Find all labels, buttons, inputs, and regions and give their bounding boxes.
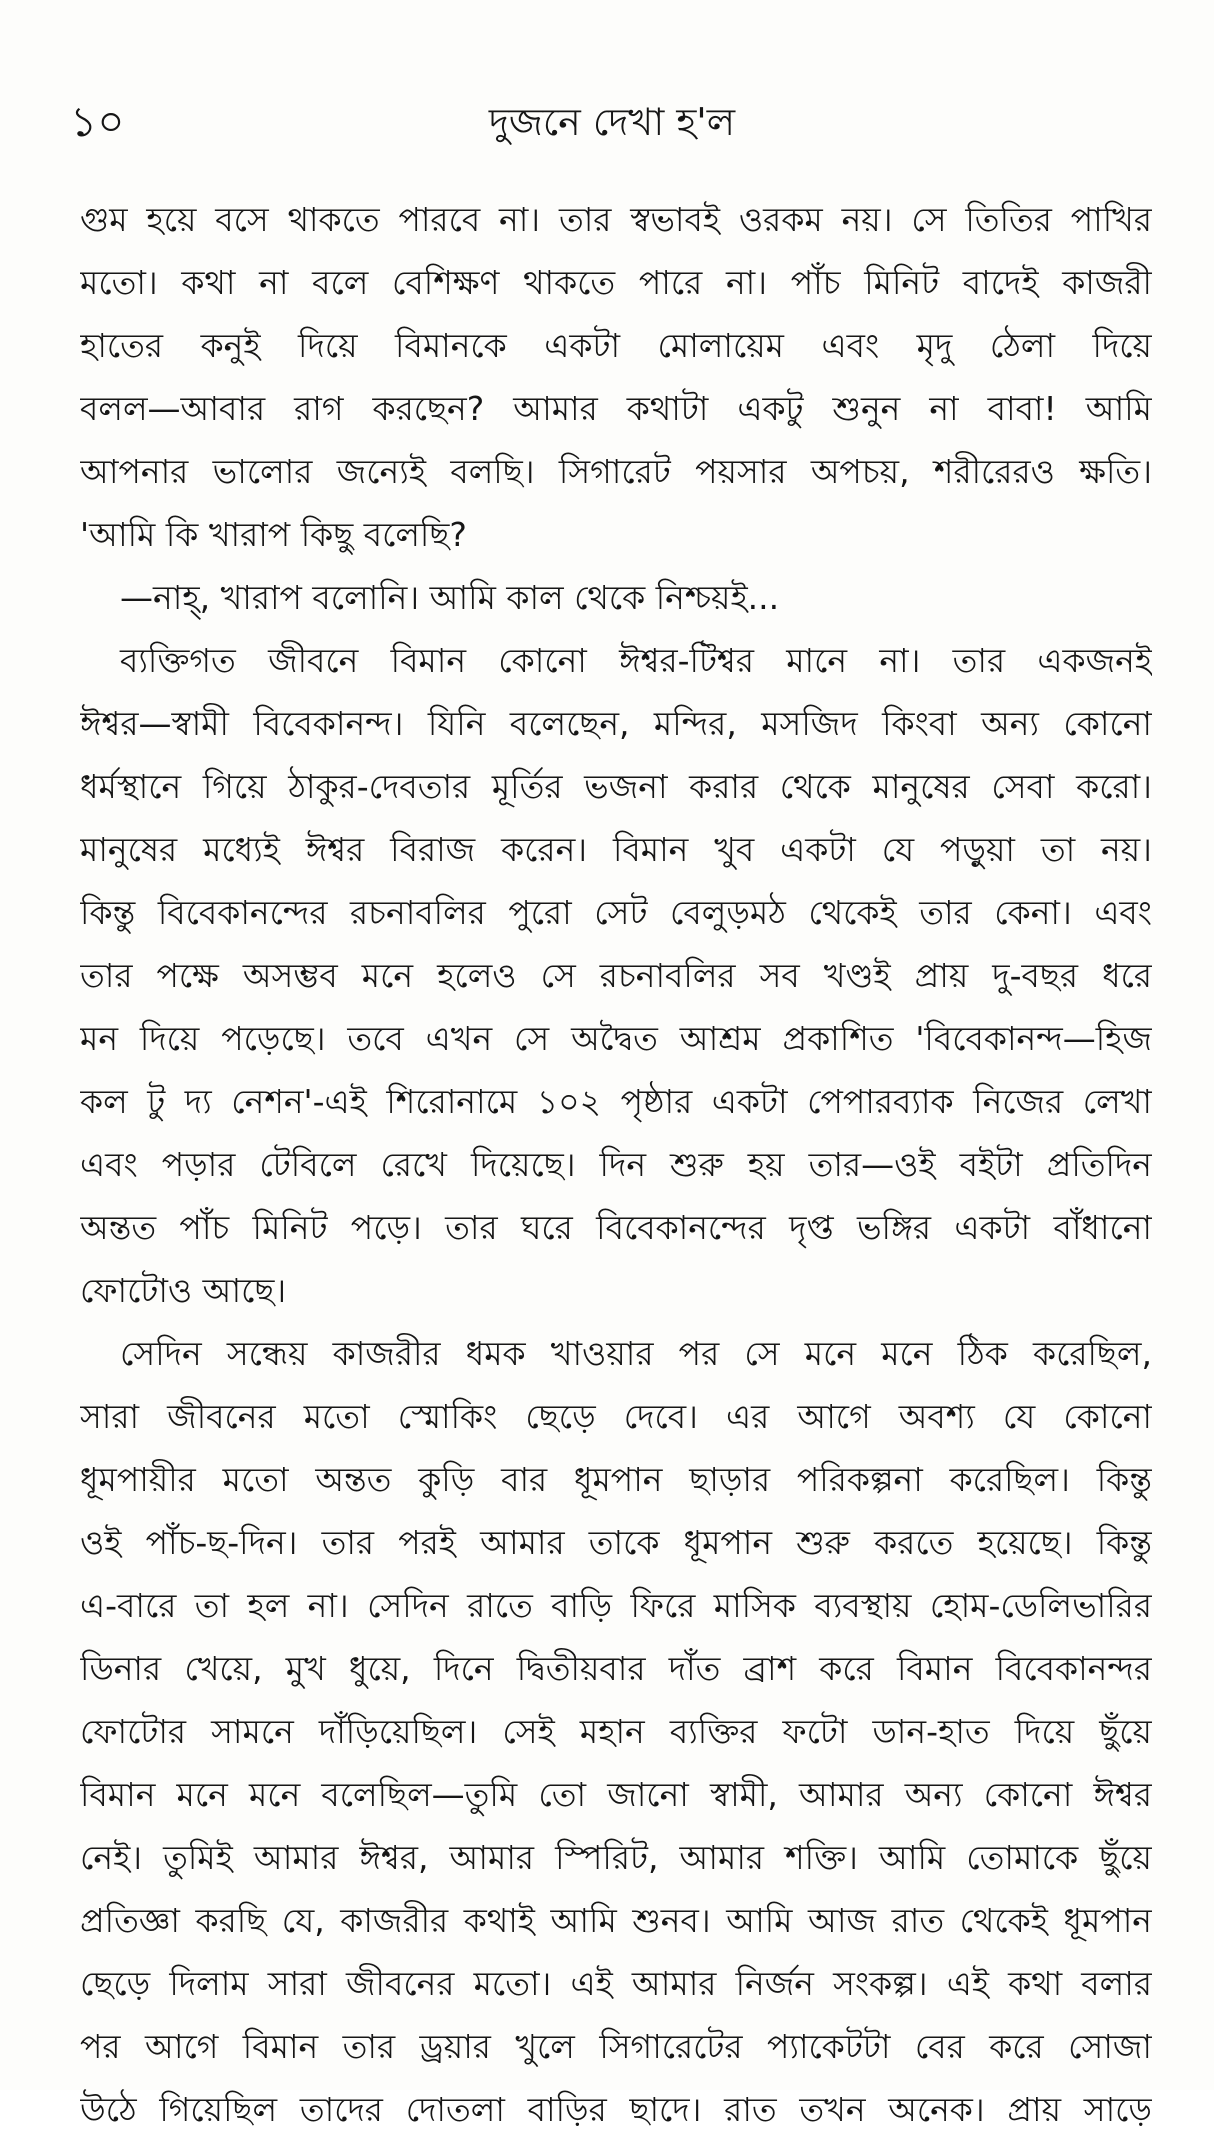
text-line: ঈশ্বর—স্বামী বিবেকানন্দ। যিনি বলেছেন, মন্দির, মসজিদ কিংবা অন্য কোনো bbox=[80, 704, 1152, 743]
text-line: কিন্তু বিবেকানন্দের রচনাবলির পুরো সেট বেলুড়মঠ থেকেই তার কেনা। এবং bbox=[80, 893, 1152, 932]
text-line: উঠে গিয়েছিল তাদের দোতলা বাড়ির ছাদে। রাত তখন অনেক। প্রায় সাড়ে bbox=[80, 2090, 1152, 2129]
text-line: পর আগে বিমান তার ড্রয়ার খুলে সিগারেটের প্যাকেটটা বের করে সোজা bbox=[80, 2027, 1152, 2066]
page-header bbox=[70, 92, 1154, 162]
text-line: ফোটোও আছে। bbox=[80, 1271, 287, 1310]
text-line: মানুষের মধ্যেই ঈশ্বর বিরাজ করেন। বিমান খুব একটা যে পড়ুয়া তা নয়। bbox=[80, 830, 1152, 869]
text-line: প্রতিজ্ঞা করছি যে, কাজরীর কথাই আমি শুনব। আমি আজ রাত থেকেই ধূমপান bbox=[80, 1901, 1152, 1940]
text-line: ছেড়ে দিলাম সারা জীবনের মতো। এই আমার নির্জন সংকল্প। এই কথা বলার bbox=[80, 1964, 1152, 2003]
body-text bbox=[80, 188, 1152, 2141]
text-line: মন দিয়ে পড়েছে। তবে এখন সে অদ্বৈত আশ্রম প্রকাশিত 'বিবেকানন্দ—হিজ bbox=[80, 1019, 1152, 1058]
text-line: কল টু দ্য নেশন'-এই শিরোনামে ১০২ পৃষ্ঠার একটা পেপারব্যাক নিজের লেখা bbox=[80, 1082, 1152, 1121]
text-line: ধর্মস্থানে গিয়ে ঠাকুর-দেবতার মূর্তির ভজনা করার থেকে মানুষের সেবা করো। bbox=[80, 767, 1152, 806]
text-line: তার পক্ষে অসম্ভব মনে হলেও সে রচনাবলির সব খণ্ডই প্রায় দু-বছর ধরে bbox=[80, 956, 1152, 995]
text-line: হাতের কনুই দিয়ে বিমানকে একটা মোলায়েম এবং মৃদু ঠেলা দিয়ে bbox=[80, 326, 1152, 365]
text-line: বলল—আবার রাগ করছেন? আমার কথাটা একটু শুনুন না বাবা! আমি bbox=[80, 389, 1152, 428]
text-line: গুম হয়ে বসে থাকতে পারবে না। তার স্বভাবই ওরকম নয়। সে তিতির পাখির bbox=[80, 200, 1152, 239]
text-line: বিমান মনে মনে বলেছিল—তুমি তো জানো স্বামী, আমার অন্য কোনো ঈশ্বর bbox=[80, 1775, 1152, 1814]
text-line: 'আমি কি খারাপ কিছু বলেছি? bbox=[80, 515, 467, 554]
text-line: ব্যক্তিগত জীবনে বিমান কোনো ঈশ্বর-টিশ্বর মানে না। তার একজনই bbox=[120, 641, 1152, 680]
text-line: অন্তত পাঁচ মিনিট পড়ে। তার ঘরে বিবেকানন্দের দৃপ্ত ভঙ্গির একটা বাঁধানো bbox=[80, 1208, 1152, 1247]
text-line: এবং পড়ার টেবিলে রেখে দিয়েছে। দিন শুরু হয় তার—ওই বইটা প্রতিদিন bbox=[80, 1145, 1152, 1184]
text-line: সারা জীবনের মতো স্মোকিং ছেড়ে দেবে। এর আগে অবশ্য যে কোনো bbox=[80, 1397, 1152, 1436]
text-line: সেদিন সন্ধেয় কাজরীর ধমক খাওয়ার পর সে মনে মনে ঠিক করেছিল, bbox=[120, 1334, 1152, 1373]
text-line: —নাহ্, খারাপ বলোনি। আমি কাল থেকে নিশ্চয়ই... bbox=[120, 578, 780, 617]
text-line: ওই পাঁচ-ছ-দিন। তার পরই আমার তাকে ধূমপান শুরু করতে হয়েছে। কিন্তু bbox=[80, 1523, 1152, 1562]
text-line: ফোটোর সামনে দাঁড়িয়েছিল। সেই মহান ব্যক্তির ফটো ডান-হাত দিয়ে ছুঁয়ে bbox=[80, 1712, 1152, 1751]
text-line: মতো। কথা না বলে বেশিক্ষণ থাকতে পারে না। পাঁচ মিনিট বাদেই কাজরী bbox=[80, 263, 1152, 302]
text-line: ধূমপায়ীর মতো অন্তত কুড়ি বার ধূমপান ছাড়ার পরিকল্পনা করেছিল। কিন্তু bbox=[80, 1460, 1152, 1499]
text-line: আপনার ভালোর জন্যেই বলছি। সিগারেট পয়সার অপচয়, শরীরেরও ক্ষতি। bbox=[80, 452, 1152, 491]
running-title: দুজনে দেখা হ'ল bbox=[488, 100, 736, 144]
text-line: ডিনার খেয়ে, মুখ ধুয়ে, দিনে দ্বিতীয়বার দাঁত ব্রাশ করে বিমান বিবেকানন্দর bbox=[80, 1649, 1152, 1688]
text-line: এ-বারে তা হল না। সেদিন রাতে বাড়ি ফিরে মাসিক ব্যবস্থায় হোম-ডেলিভারির bbox=[80, 1586, 1152, 1625]
text-line: নেই। তুমিই আমার ঈশ্বর, আমার স্পিরিট, আমার শক্তি। আমি তোমাকে ছুঁয়ে bbox=[80, 1838, 1152, 1877]
page-number: ১০ bbox=[70, 97, 125, 146]
